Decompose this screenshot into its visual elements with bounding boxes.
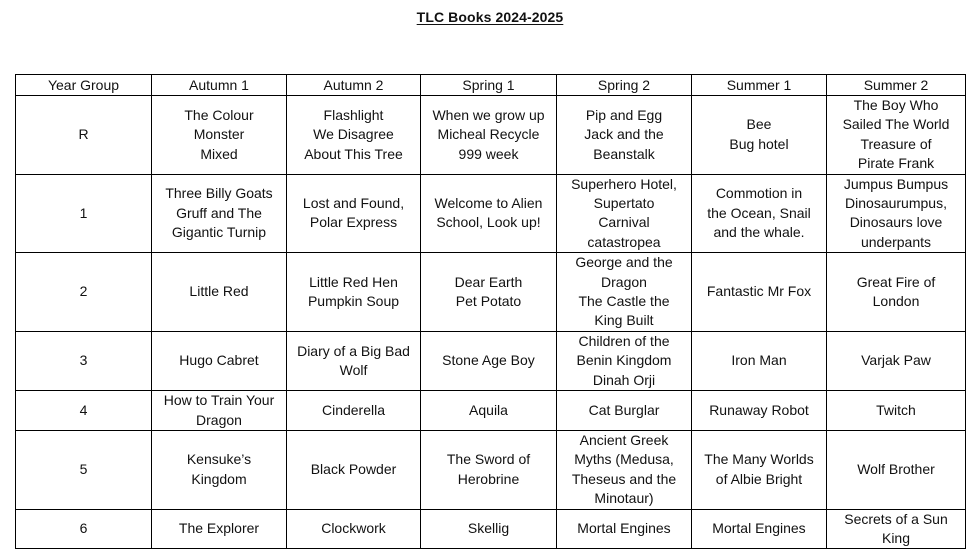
book-cell-spring-2: Cat Burglar — [557, 391, 692, 431]
book-cell-summer-1: Runaway Robot — [692, 391, 827, 431]
book-cell-spring-1: The Sword of Herobrine — [421, 430, 557, 509]
book-cell-summer-2: The Boy Who Sailed The World Treasure of Pirate Frank — [827, 96, 966, 175]
book-cell-spring-2: George and the Dragon The Castle the King Built — [557, 253, 692, 332]
book-cell-autumn-1: Kensuke’s Kingdom — [152, 430, 287, 509]
year-group-cell: 2 — [16, 253, 152, 332]
book-cell-summer-1: Mortal Engines — [692, 509, 827, 549]
book-cell-autumn-1: The Colour Monster Mixed — [152, 96, 287, 175]
year-group-cell: 5 — [16, 430, 152, 509]
book-cell-spring-1: Skellig — [421, 509, 557, 549]
table-row-1 — [16, 174, 966, 253]
book-cell-spring-2: Ancient Greek Myths (Medusa, Theseus and the Minotaur) — [557, 430, 692, 509]
book-cell-summer-2: Varjak Paw — [827, 331, 966, 390]
year-group-cell: 3 — [16, 331, 152, 390]
book-cell-autumn-2: Flashlight We Disagree About This Tree — [287, 96, 421, 175]
table-row-3 — [16, 331, 966, 390]
year-group-cell: 6 — [16, 509, 152, 549]
header-spring-1: Spring 1 — [421, 75, 557, 96]
book-cell-autumn-2: Black Powder — [287, 430, 421, 509]
header-spring-2: Spring 2 — [557, 75, 692, 96]
book-cell-summer-2: Twitch — [827, 391, 966, 431]
book-cell-spring-1: Dear Earth Pet Potato — [421, 253, 557, 332]
book-cell-summer-1: Iron Man — [692, 331, 827, 390]
table-row-r — [16, 96, 966, 175]
book-cell-autumn-1: Hugo Cabret — [152, 331, 287, 390]
header-autumn-2: Autumn 2 — [287, 75, 421, 96]
book-cell-summer-2: Jumpus Bumpus Dinosaurumpus, Dinosaurs love underpants — [827, 174, 966, 253]
book-cell-autumn-2: Little Red Hen Pumpkin Soup — [287, 253, 421, 332]
document-title: TLC Books 2024-2025 — [416, 9, 564, 25]
table-row-2 — [16, 253, 966, 332]
book-cell-autumn-1: The Explorer — [152, 509, 287, 549]
year-group-cell: 4 — [16, 391, 152, 431]
book-cell-autumn-1: Little Red — [152, 253, 287, 332]
book-cell-summer-2: Secrets of a Sun King — [827, 509, 966, 549]
book-cell-summer-1: The Many Worlds of Albie Bright — [692, 430, 827, 509]
header-summer-2: Summer 2 — [827, 75, 966, 96]
year-group-cell: R — [16, 96, 152, 175]
book-cell-summer-1: Fantastic Mr Fox — [692, 253, 827, 332]
book-cell-autumn-2: Diary of a Big Bad Wolf — [287, 331, 421, 390]
book-cell-summer-2: Wolf Brother — [827, 430, 966, 509]
header-row — [16, 75, 966, 96]
book-cell-spring-1: When we grow up Micheal Recycle 999 week — [421, 96, 557, 175]
book-cell-spring-1: Stone Age Boy — [421, 331, 557, 390]
book-cell-spring-2: Mortal Engines — [557, 509, 692, 549]
book-cell-summer-1: Bee Bug hotel — [692, 96, 827, 175]
book-cell-spring-2: Superhero Hotel, Supertato Carnival catastropea — [557, 174, 692, 253]
book-cell-spring-2: Pip and Egg Jack and the Beanstalk — [557, 96, 692, 175]
table-row-5 — [16, 430, 966, 509]
header-autumn-1: Autumn 1 — [152, 75, 287, 96]
book-cell-spring-1: Aquila — [421, 391, 557, 431]
books-table — [15, 74, 966, 549]
book-cell-spring-2: Children of the Benin Kingdom Dinah Orji — [557, 331, 692, 390]
table-row-4 — [16, 391, 966, 431]
book-cell-autumn-2: Lost and Found, Polar Express — [287, 174, 421, 253]
header-summer-1: Summer 1 — [692, 75, 827, 96]
book-cell-spring-1: Welcome to Alien School, Look up! — [421, 174, 557, 253]
book-cell-autumn-1: How to Train Your Dragon — [152, 391, 287, 431]
book-cell-summer-1: Commotion in the Ocean, Snail and the whale. — [692, 174, 827, 253]
book-cell-autumn-2: Cinderella — [287, 391, 421, 431]
year-group-cell: 1 — [16, 174, 152, 253]
book-cell-autumn-2: Clockwork — [287, 509, 421, 549]
header-year-group: Year Group — [16, 75, 152, 96]
book-cell-autumn-1: Three Billy Goats Gruff and The Gigantic Turnip — [152, 174, 287, 253]
table-row-6 — [16, 509, 966, 549]
book-cell-summer-2: Great Fire of London — [827, 253, 966, 332]
